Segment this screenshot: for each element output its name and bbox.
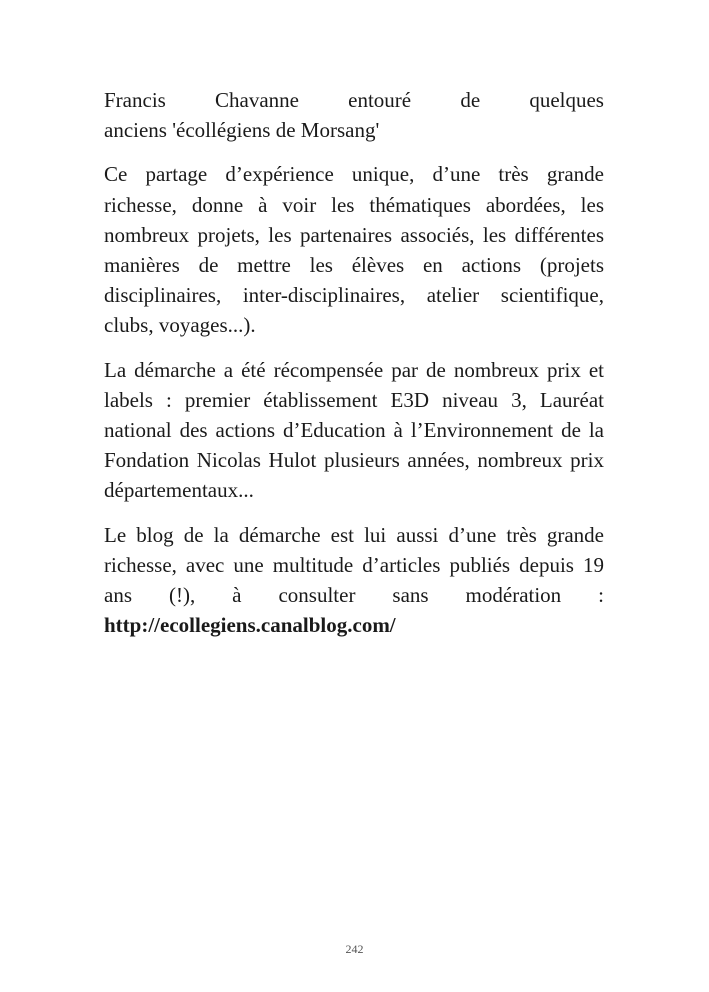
page-number: 242	[345, 942, 364, 956]
paragraph-awards: La démarche a été récompensée par de nombreux prix et labels : premier établissement E3D niveau 3, Lauréat national des actions d’Education à l’Environnement de la Fondation Nicolas Hulot plusieurs années, nombreux prix départementaux...	[104, 357, 604, 503]
caption-word: de	[460, 88, 481, 112]
blog-link[interactable]: http://ecollegiens.canalblog.com/	[104, 613, 396, 638]
caption-word: Francis	[104, 88, 166, 112]
caption-line-2: anciens 'écollégiens de Morsang'	[104, 118, 380, 143]
caption-word: entouré	[348, 88, 412, 112]
caption-word: quelques	[529, 88, 604, 112]
paragraph-experience: Ce partage d’expérience unique, d’une très grande richesse, donne à voir les thématiques abordées, les nombreux projets, les partenaires associés, les différentes manières de mettre les élèves en actions (projets disciplinaires, inter-disciplinaires, atelier scientifique, clubs, voyages...).	[104, 162, 604, 338]
page-body	[104, 85, 604, 654]
paragraph-blog	[104, 520, 604, 641]
blog-text: Le blog de la démarche est lui aussi d’une très grande richesse, avec une multitude d’articles publiés depuis 19 ans (!), à consulter sans modération :	[104, 522, 604, 608]
photo-caption	[104, 85, 604, 145]
caption-line-1	[104, 85, 604, 115]
caption-word: Chavanne	[215, 88, 299, 112]
